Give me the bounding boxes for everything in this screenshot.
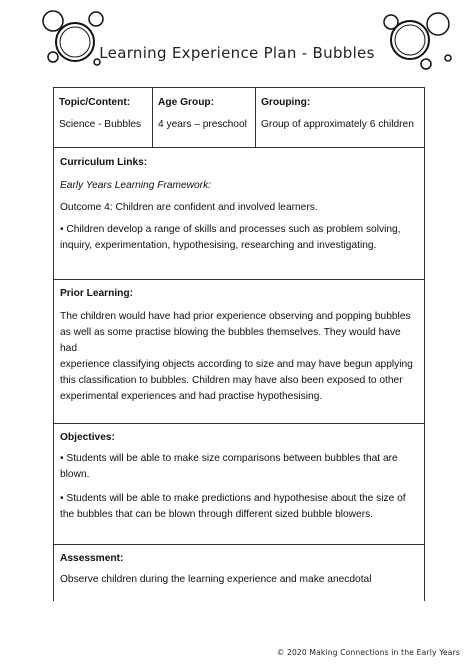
grouping-value: Group of approximately 6 children [261,119,414,130]
age-group-cell [152,88,255,147]
topic-value: Science - Bubbles [59,119,142,130]
bubbles-decoration-left [0,0,110,80]
objective-2-line-2: the bubbles that can be blown through different sized bubble blowers. [60,509,374,520]
age-group-value: 4 years – preschool [158,119,247,130]
topic-label: Topic/Content: [59,97,131,108]
bubbles-decoration-right [364,0,474,80]
prior-learning-line: experimental experiences and had practise hypothesising. [60,391,323,402]
prior-learning-line: The children would have had prior experience observing and popping bubbles [60,311,411,322]
curriculum-links-heading: Curriculum Links: [60,157,148,168]
objective-1-line-1: • Students will be able to make size comparisons between bubbles that are [60,453,398,464]
prior-learning-heading: Prior Learning: [60,288,134,299]
objective-1-line-2: blown. [60,469,90,480]
age-group-label: Age Group: [158,97,215,108]
curriculum-bullet-line-2: inquiry, experimentation, hypothesising, researching and investigating. [60,240,377,251]
plan-table [53,87,425,601]
header-row [54,88,424,148]
objective-2-line-1: • Students will be able to make predictions and hypothesise about the size of [60,493,406,504]
prior-learning-section [54,280,424,424]
assessment-text: Observe children during the learning experience and make anecdotal [60,574,372,585]
copyright-footer: © 2020 Making Connections in the Early Years [276,648,460,657]
assessment-section [54,545,424,601]
curriculum-bullet-line-1: • Children develop a range of skills and processes such as problem solving, [60,224,401,235]
curriculum-links-section [54,148,424,280]
outcome-text: Outcome 4: Children are confident and involved learners. [60,202,318,213]
grouping-label: Grouping: [261,97,311,108]
prior-learning-line: experience classifying objects according to size and may have begun applying [60,359,413,370]
prior-learning-line: as well as some practise blowing the bubbles themselves. They would have had [60,327,401,354]
assessment-heading: Assessment: [60,553,124,564]
framework-name: Early Years Learning Framework: [60,180,211,191]
grouping-cell [255,88,424,147]
topic-cell [54,88,152,147]
objectives-heading: Objectives: [60,432,115,443]
page-title: Learning Experience Plan - Bubbles [99,44,375,62]
prior-learning-line: this classification to bubbles. Children may have also been exposed to other [60,375,403,386]
objectives-section [54,424,424,545]
